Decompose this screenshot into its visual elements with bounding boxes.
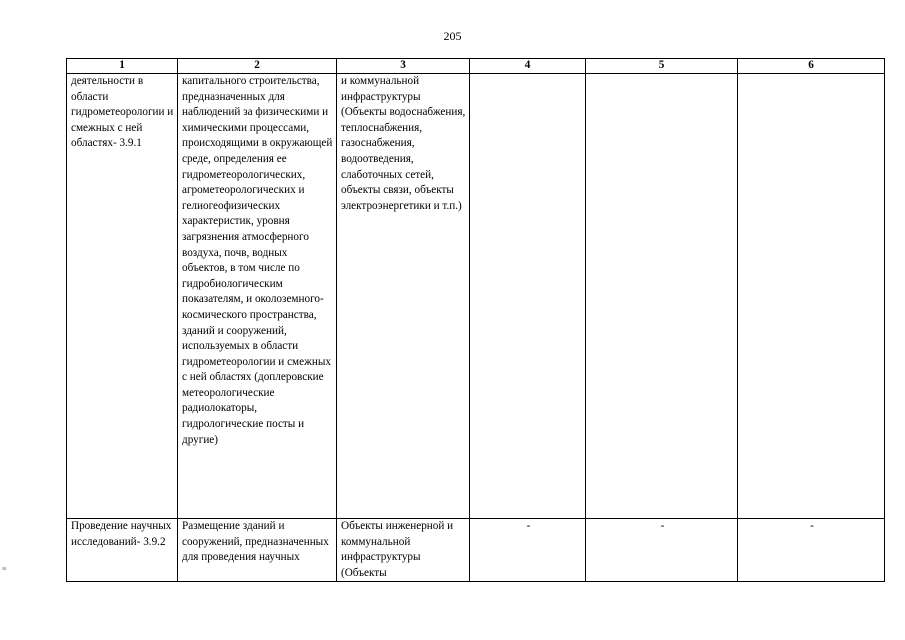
cell-description: Размещение зданий и сооружений, предназначенных для проведения научных bbox=[178, 519, 337, 582]
cell-allowed-objects: и коммунальной инфраструктуры (Объекты водоснабжения, теплоснабжения, газоснабжения, водоотведения, слаботочных сетей, объекты связи, объекты электроэнергетики и т.п.) bbox=[337, 74, 470, 519]
cell-col4 bbox=[470, 74, 586, 519]
margin-mark: ≡ bbox=[2, 564, 7, 573]
cell-col5: - bbox=[586, 519, 738, 582]
cell-col6 bbox=[738, 74, 885, 519]
column-header-2: 2 bbox=[178, 59, 337, 74]
page-number: 205 bbox=[443, 29, 462, 43]
column-header-5: 5 bbox=[586, 59, 738, 74]
cell-col4: - bbox=[470, 519, 586, 582]
cell-description: капитального строительства, предназначенных для наблюдений за физическими и химическими процессами, происходящими в окружающей среде, определения ее гидрометеорологических, агрометеорологических и гелиогеофизических характеристик, уровня загрязнения атмосферного воздуха, почв, водных объектов, в том числе по гидробиологическим показателям, и околоземного- космического пространства, зданий и сооружений, используемых в области гидрометеорологии и смежных с ней областях (доплеровские метеорологические радиолокаторы, гидрологические посты и другие) bbox=[178, 74, 337, 519]
cell-use-type: Проведение научных исследований- 3.9.2 bbox=[67, 519, 178, 582]
column-header-1: 1 bbox=[67, 59, 178, 74]
column-header-4: 4 bbox=[470, 59, 586, 74]
column-header-6: 6 bbox=[738, 59, 885, 74]
table-row bbox=[67, 519, 885, 582]
table-row bbox=[67, 74, 885, 519]
table-header-row bbox=[67, 59, 885, 74]
column-header-3: 3 bbox=[337, 59, 470, 74]
cell-use-type: деятельности в области гидрометеорологии и смежных с ней областях- 3.9.1 bbox=[67, 74, 178, 519]
cell-col5 bbox=[586, 74, 738, 519]
cell-allowed-objects: Объекты инженерной и коммунальной инфраструктуры (Объекты bbox=[337, 519, 470, 582]
regulation-table bbox=[66, 58, 885, 582]
cell-col6: - bbox=[738, 519, 885, 582]
